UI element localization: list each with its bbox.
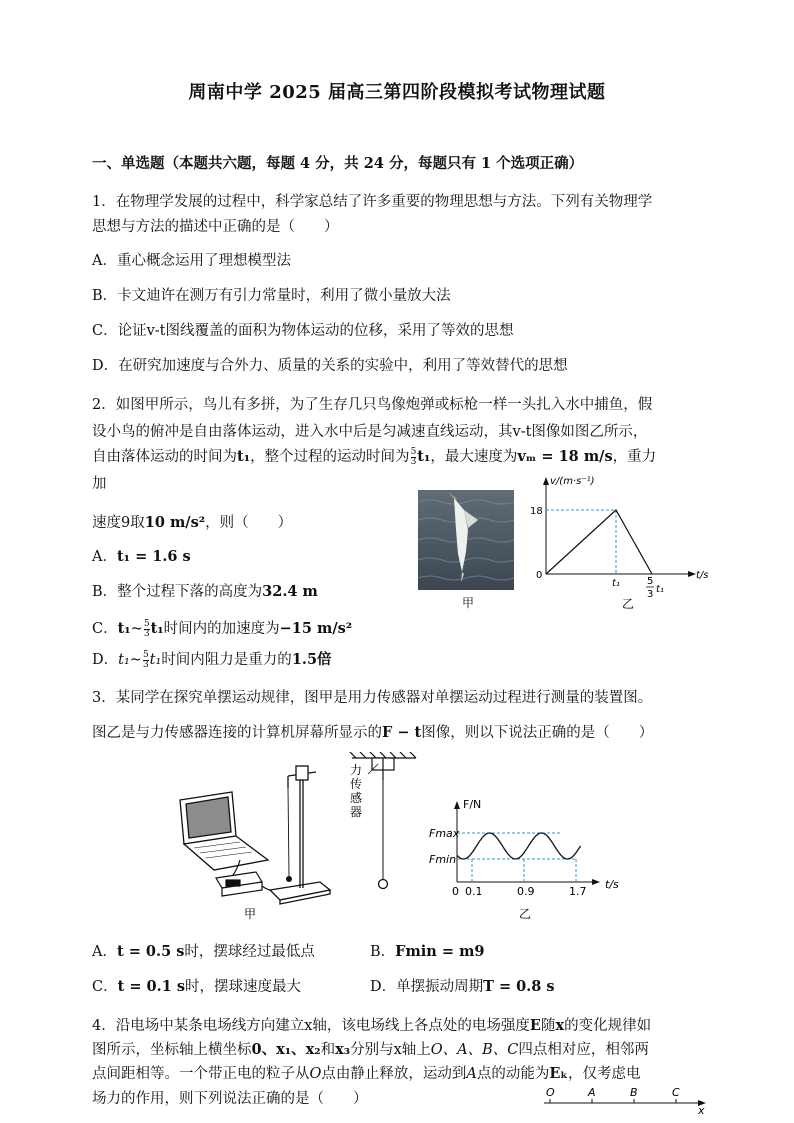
- q3-option-d: D．单摆振动周期T = 0.8 s: [370, 978, 555, 995]
- q2-photo-caption: 甲: [462, 596, 475, 610]
- q1-stem-line1: 1．在物理学发展的过程中，科学家总结了许多重要的物理思想与方法。下列有关物理学: [92, 194, 653, 210]
- q2-option-d: D．t₁~ $\frac{5}{3}$ t₁时间内阻力是重力的1.5倍: [92, 649, 332, 670]
- q2-stem-line5: 速度9取10 m/s²，则（ ）: [92, 514, 293, 531]
- q4-stem-line3: 点间距相等。一个带正电的粒子从O点由静止释放，运动到A点的动能为Eₖ，仅考虑电: [92, 1065, 641, 1082]
- xtick-5-3-t1: t₁: [656, 584, 664, 595]
- v-axis-arrow: [543, 477, 549, 485]
- q2-option-a: A．t₁ = 1.6 s: [92, 548, 191, 565]
- q2-stem-line1: 2．如图甲所示，鸟儿有多拼，为了生存几只鸟像炮弹或标枪一样一头扎入水中捕鱼，假: [92, 397, 653, 413]
- q4-stem-line4: 场力的作用，则下列说法正确的是（ ）: [92, 1091, 368, 1107]
- label-o: O: [546, 1086, 555, 1099]
- q1-option-a: A．重心概念运用了理想模型法: [92, 253, 291, 269]
- q1-option-d: D．在研究加速度与合外力、质量的关系的实验中，利用了等效替代的思想: [92, 358, 568, 374]
- q1-stem-line2: 思想与方法的描述中正确的是（ ）: [92, 219, 339, 235]
- f-axis-arrow: [454, 801, 460, 809]
- apparatus-caption: 甲: [244, 907, 257, 921]
- q2-stem-line4: 加: [92, 476, 107, 492]
- force-sensor-label: 力传感器: [350, 763, 363, 819]
- x-axis-figure: [536, 1086, 716, 1116]
- q3-stem-line1: 3．某同学在探究单摆运动规律，图甲是用力传感器对单摆运动过程进行测量的装置图。: [92, 690, 653, 706]
- q3-stem-line2: 图乙是与力传感器连接的计算机屏幕所显示的F − t图像，则以下说法正确的是（ ）: [92, 724, 654, 741]
- xtick-0.9: 0.9: [517, 885, 535, 898]
- v-axis-label: v/(m·s⁻¹): [550, 476, 595, 487]
- label-c: C: [672, 1086, 680, 1099]
- bird-diving-photo: [418, 490, 514, 590]
- q1-option-b: B．卡文迪许在测万有引力常量时，利用了微小量放大法: [92, 288, 451, 304]
- q4-stem-line2: 图所示，坐标轴上横坐标0、x₁、x₂和x₃分别与x轴上O、A、B、C四点相对应，相邻两: [92, 1041, 649, 1058]
- label-a: A: [588, 1086, 596, 1099]
- t-axis-label: t/s: [696, 570, 709, 581]
- pendulum-apparatus-figure: [170, 752, 440, 924]
- v-t-line: [546, 510, 652, 574]
- page-title: 周南中学 2025 届高三第四阶段模拟考试物理试题: [188, 82, 606, 103]
- vt-graph-caption: 乙: [622, 597, 635, 611]
- data-logger: [216, 872, 262, 896]
- f-t-curve: [457, 833, 581, 859]
- v-t-graph: [528, 474, 714, 612]
- xtick-0.1: 0.1: [465, 885, 483, 898]
- q2-option-c: C．t₁~ $\frac{5}{3}$ t₁时间内的加速度为−15 m/s²: [92, 618, 353, 639]
- origin-label: 0: [536, 570, 543, 581]
- xtick-0: 0: [452, 885, 459, 898]
- fmin-label: Fmin: [429, 853, 457, 866]
- vmax-expression: vₘ = 18 m/s: [517, 448, 613, 465]
- ft-t-axis-arrow: [592, 879, 600, 885]
- laptop: [180, 792, 268, 870]
- pendulum-bob: [286, 876, 292, 882]
- section-heading: 一、单选题（本题共六题，每题 4 分，共 24 分，每题只有 1 个选项正确）: [92, 155, 584, 172]
- f-axis-label: F/N: [463, 798, 482, 811]
- sensor-pendulum-bob: [379, 880, 388, 889]
- q3-option-a: A．t = 0.5 s时，摆球经过最低点: [92, 943, 315, 960]
- fraction-5-3: $\frac{5}{3}$: [410, 446, 417, 467]
- iron-stand: [270, 766, 330, 904]
- q3-option-c: C．t = 0.1 s时，摆球速度最大: [92, 978, 301, 995]
- q4-stem-line1: 4．沿电场中某条电场线方向建立x轴，该电场线上各点处的电场强度E随x的变化规律如: [92, 1017, 652, 1034]
- xtick-5-3-num: 5: [647, 576, 654, 587]
- q1-option-c: C．论证v-t图线覆盖的面积为物体运动的位移，采用了等效的思想: [92, 323, 514, 339]
- label-b: B: [630, 1086, 638, 1099]
- pendulum-string: [288, 788, 289, 876]
- label-x: x: [698, 1104, 705, 1116]
- ft-graph-caption: 乙: [519, 907, 532, 921]
- xtick-5-3-den: 3: [647, 589, 654, 600]
- t-axis-arrow: [688, 571, 696, 577]
- f-t-graph: [425, 796, 625, 924]
- xtick-t1: t₁: [612, 578, 620, 589]
- xtick-1.7: 1.7: [569, 885, 587, 898]
- ft-t-axis-label: t/s: [605, 878, 619, 891]
- q2-stem-line3: 自由落体运动的时间为t₁，整个过程的运动时间为 $\frac{5}{3}$ t₁，最大速度为vₘ = 18 m/s，重力: [92, 446, 657, 467]
- q2-option-b: B．整个过程下落的高度为32.4 m: [92, 583, 318, 600]
- fmax-label: Fmax: [429, 827, 460, 840]
- q2-stem-line2: 设小鸟的俯冲是自由落体运动，进入水中后是匀减速直线运动，其v-t图像如图乙所示，: [92, 424, 648, 440]
- ytick-18: 18: [530, 506, 543, 517]
- q3-option-b: B．Fmin = m9: [370, 943, 485, 960]
